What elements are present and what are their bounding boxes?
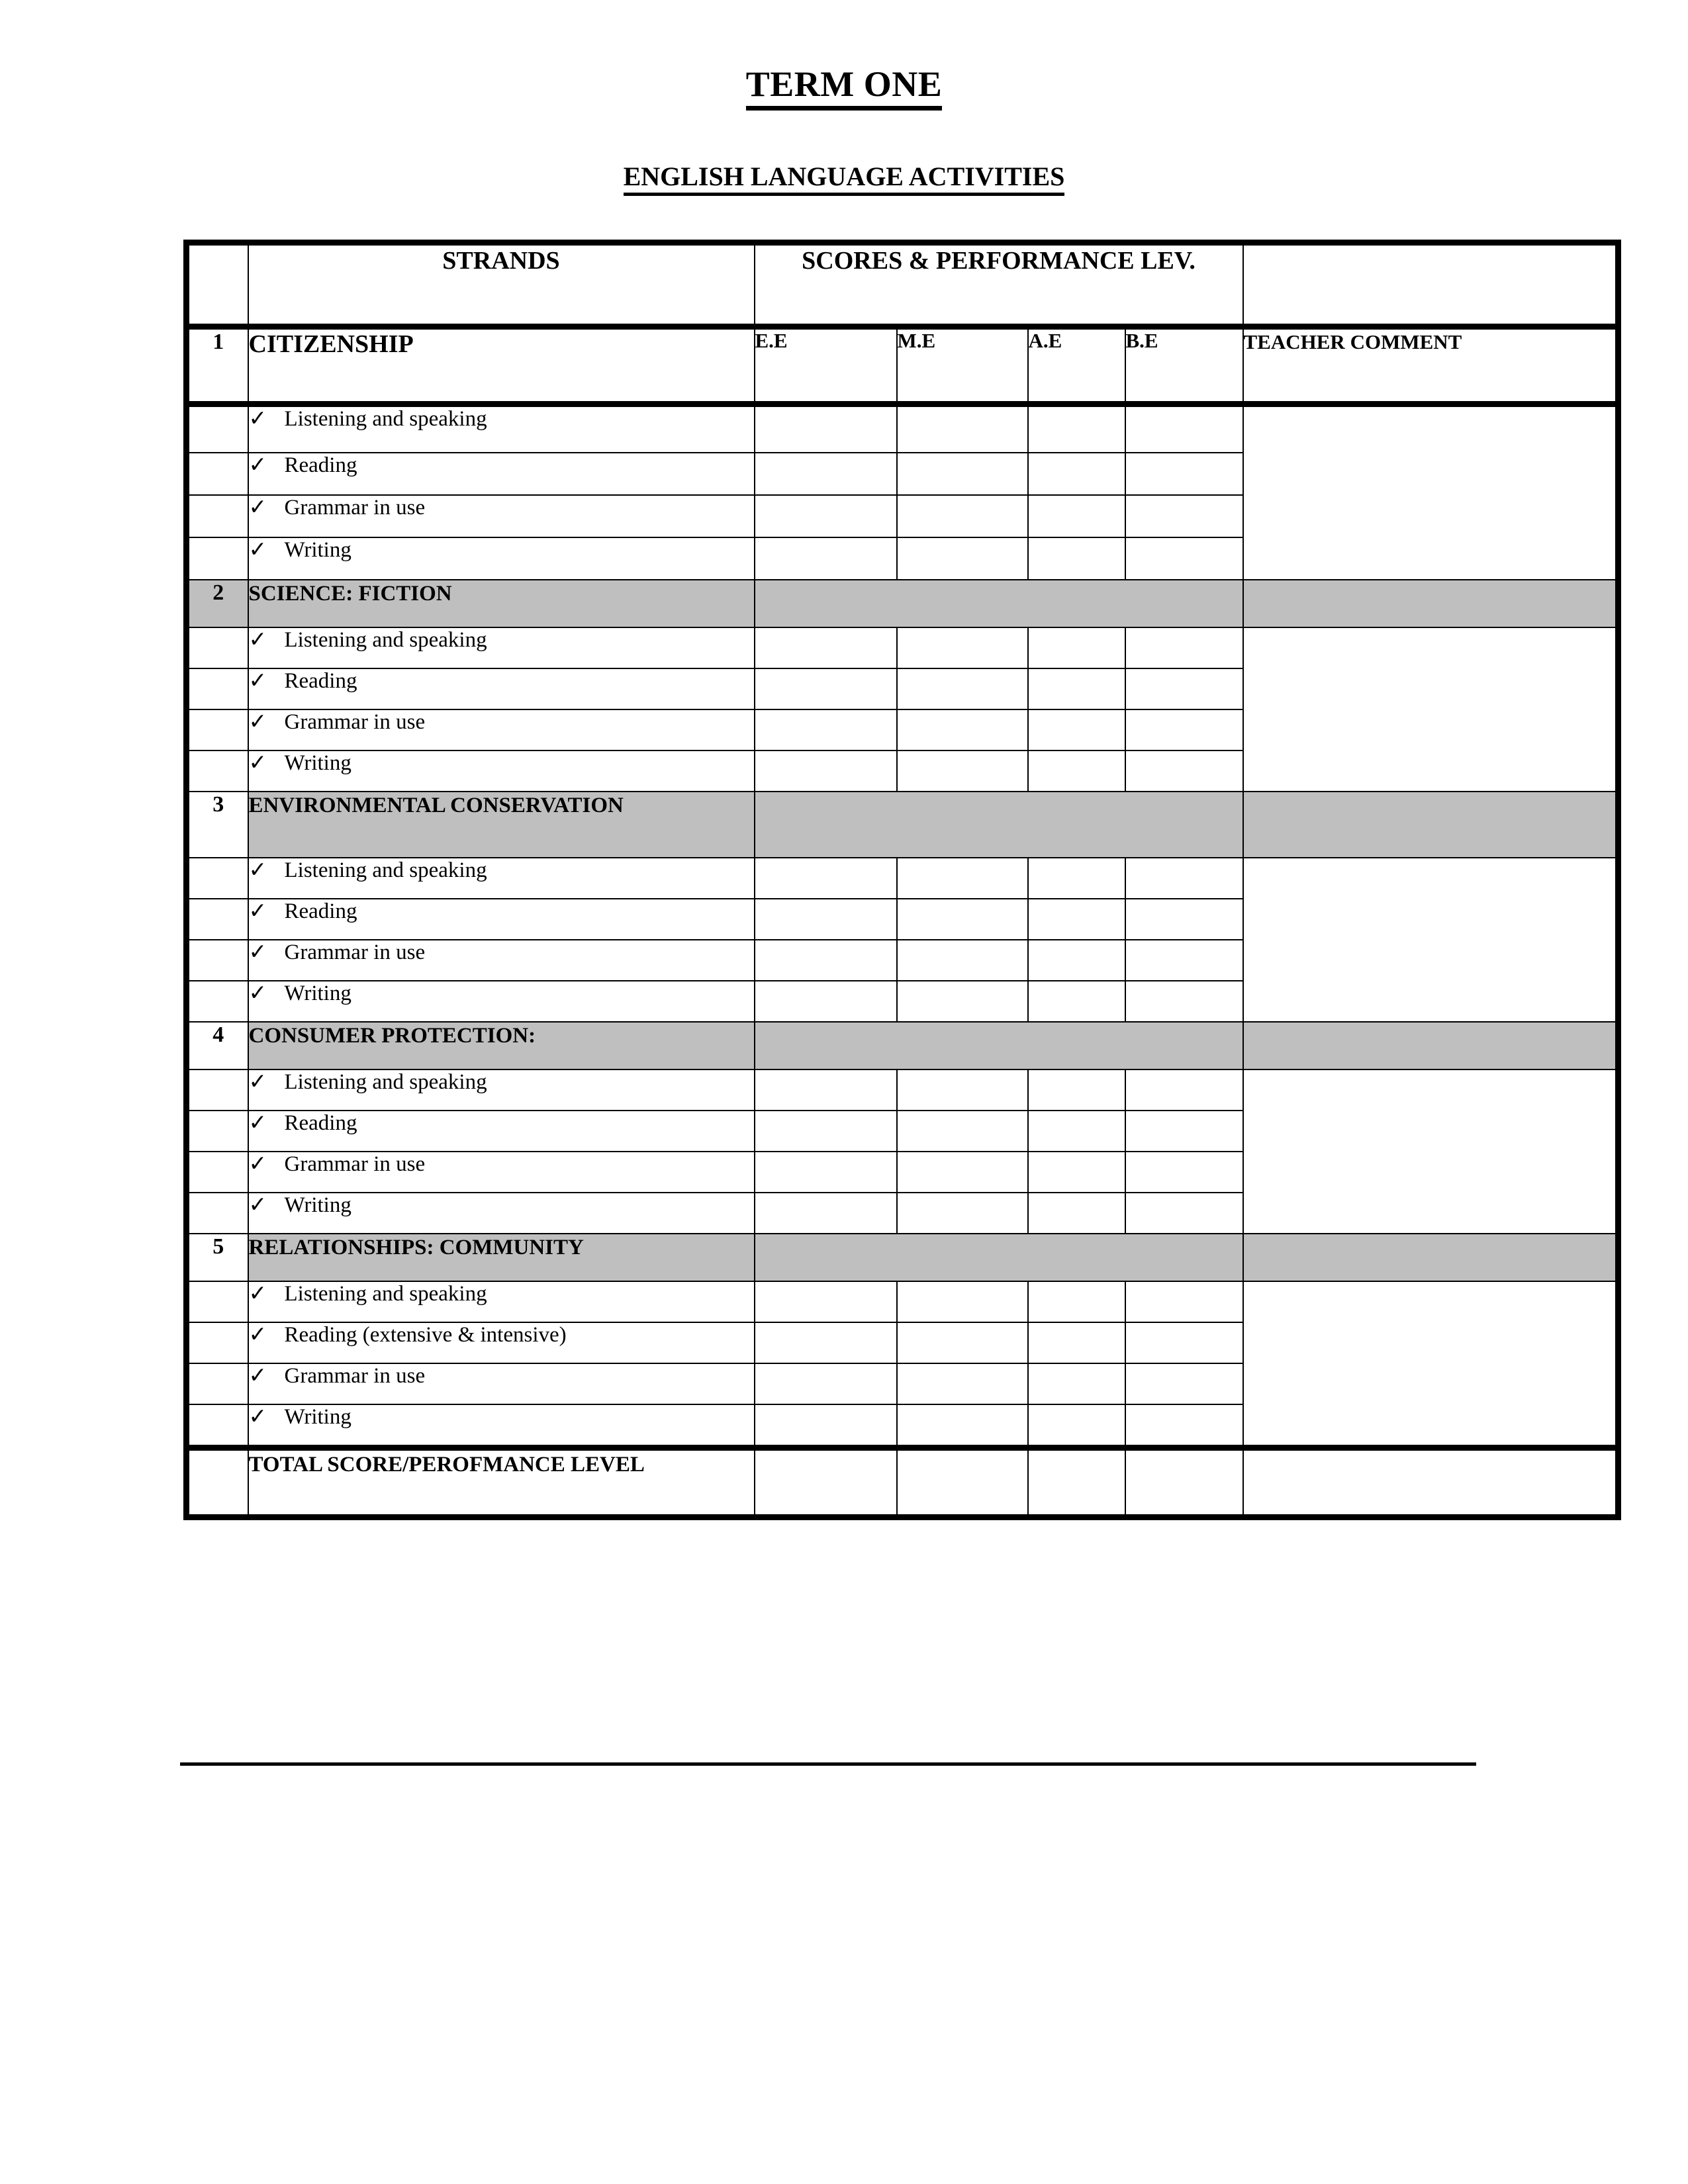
score-cell-me[interactable] xyxy=(897,1322,1028,1363)
table-header-row xyxy=(187,243,1618,327)
strand-number-2: 2 xyxy=(187,580,248,627)
table-subheader-row xyxy=(187,327,1618,404)
score-cell-me[interactable] xyxy=(897,627,1028,668)
score-cell-ae[interactable] xyxy=(1028,1193,1125,1234)
score-cell-me[interactable] xyxy=(897,453,1028,495)
score-cell-ae[interactable] xyxy=(1028,453,1125,495)
score-cell-ee[interactable] xyxy=(755,1363,897,1404)
check-icon: ✓ xyxy=(248,628,267,652)
score-cell-ee[interactable] xyxy=(755,981,897,1022)
substrand-row xyxy=(187,404,1618,453)
score-cell-ae[interactable] xyxy=(1028,751,1125,792)
strand-name-5: RELATIONSHIPS: COMMUNITY xyxy=(248,1234,755,1281)
substrand-label-text: Grammar in use xyxy=(284,1364,426,1388)
check-icon: ✓ xyxy=(248,1323,267,1347)
strand-header-row xyxy=(187,792,1618,858)
substrand-index-blank xyxy=(187,627,248,668)
score-cell-ae[interactable] xyxy=(1028,899,1125,940)
score-cell-me[interactable] xyxy=(897,1152,1028,1193)
substrand-row xyxy=(187,858,1618,899)
score-column-ae: A.E xyxy=(1028,327,1125,404)
substrand-label-text: Listening and speaking xyxy=(284,628,487,652)
score-cell-ae[interactable] xyxy=(1028,1363,1125,1404)
score-cell-ee[interactable] xyxy=(755,453,897,495)
score-cell-ae[interactable] xyxy=(1028,1152,1125,1193)
substrand-label xyxy=(248,1404,755,1448)
strand-header-comment-fill xyxy=(1243,1234,1618,1281)
score-cell-be[interactable] xyxy=(1125,1069,1243,1111)
teacher-comment-cell[interactable] xyxy=(1243,627,1618,792)
score-cell-ae[interactable] xyxy=(1028,668,1125,709)
substrand-label-text: Reading xyxy=(284,899,357,923)
teacher-comment-cell[interactable] xyxy=(1243,858,1618,1022)
score-cell-be[interactable] xyxy=(1125,668,1243,709)
score-cell-ae[interactable] xyxy=(1028,1404,1125,1448)
footer-divider xyxy=(180,1762,1476,1766)
substrand-label xyxy=(248,404,755,453)
check-icon: ✓ xyxy=(248,496,267,520)
strand-name-2: SCIENCE: FICTION xyxy=(248,580,755,627)
score-cell-me[interactable] xyxy=(897,751,1028,792)
check-icon: ✓ xyxy=(248,1070,267,1094)
score-cell-me[interactable] xyxy=(897,709,1028,751)
strand-header-row xyxy=(187,580,1618,627)
substrand-label-text: Writing xyxy=(284,751,352,775)
total-label: TOTAL SCORE/PEROFMANCE LEVEL xyxy=(248,1448,755,1518)
total-comment[interactable] xyxy=(1243,1448,1618,1518)
score-cell-me[interactable] xyxy=(897,981,1028,1022)
page-title-text: TERM ONE xyxy=(746,64,943,111)
substrand-label xyxy=(248,668,755,709)
score-cell-ae[interactable] xyxy=(1028,1111,1125,1152)
score-cell-be[interactable] xyxy=(1125,1404,1243,1448)
score-cell-ee[interactable] xyxy=(755,1281,897,1322)
total-row xyxy=(187,1448,1618,1518)
teacher-comment-cell[interactable] xyxy=(1243,404,1618,580)
score-cell-ee[interactable] xyxy=(755,627,897,668)
substrand-label xyxy=(248,1069,755,1111)
score-cell-me[interactable] xyxy=(897,404,1028,453)
score-cell-ee[interactable] xyxy=(755,1152,897,1193)
substrand-index-blank xyxy=(187,495,248,537)
substrand-label-text: Reading xyxy=(284,669,357,693)
substrand-index-blank xyxy=(187,537,248,580)
teacher-comment-label: TEACHER COMMENT xyxy=(1243,327,1618,404)
score-cell-ee[interactable] xyxy=(755,1111,897,1152)
score-column-be: B.E xyxy=(1125,327,1243,404)
substrand-row xyxy=(187,1281,1618,1322)
substrand-index-blank xyxy=(187,1069,248,1111)
substrand-label-text: Listening and speaking xyxy=(284,1282,487,1306)
substrand-label xyxy=(248,981,755,1022)
score-cell-ae[interactable] xyxy=(1028,1069,1125,1111)
score-cell-ae[interactable] xyxy=(1028,495,1125,537)
score-cell-ae[interactable] xyxy=(1028,627,1125,668)
score-cell-ee[interactable] xyxy=(755,858,897,899)
check-icon: ✓ xyxy=(248,1364,267,1388)
score-cell-be[interactable] xyxy=(1125,858,1243,899)
strand-header-comment-fill xyxy=(1243,580,1618,627)
substrand-label-text: Listening and speaking xyxy=(284,407,487,431)
score-cell-be[interactable] xyxy=(1125,709,1243,751)
score-column-ee: E.E xyxy=(755,327,897,404)
score-cell-ae[interactable] xyxy=(1028,1281,1125,1322)
total-index-blank xyxy=(187,1448,248,1518)
substrand-index-blank xyxy=(187,899,248,940)
substrand-index-blank xyxy=(187,1363,248,1404)
score-cell-me[interactable] xyxy=(897,1404,1028,1448)
score-cell-be[interactable] xyxy=(1125,404,1243,453)
score-cell-me[interactable] xyxy=(897,940,1028,981)
score-cell-ae[interactable] xyxy=(1028,537,1125,580)
total-score-ee[interactable] xyxy=(755,1448,897,1518)
score-cell-ee[interactable] xyxy=(755,751,897,792)
strand-header-comment-fill xyxy=(1243,1022,1618,1069)
score-cell-me[interactable] xyxy=(897,1363,1028,1404)
strand-name-3: ENVIRONMENTAL CONSERVATION xyxy=(248,792,755,858)
check-icon: ✓ xyxy=(248,669,267,693)
substrand-label xyxy=(248,627,755,668)
substrand-label xyxy=(248,1111,755,1152)
strand-name-4: CONSUMER PROTECTION: xyxy=(248,1022,755,1069)
substrand-label-text: Writing xyxy=(284,981,352,1005)
score-cell-be[interactable] xyxy=(1125,1152,1243,1193)
check-icon: ✓ xyxy=(248,1111,267,1135)
substrand-label-text: Reading xyxy=(284,1111,357,1135)
score-cell-be[interactable] xyxy=(1125,751,1243,792)
check-icon: ✓ xyxy=(248,899,267,923)
check-icon: ✓ xyxy=(248,407,267,431)
score-cell-ee[interactable] xyxy=(755,404,897,453)
score-column-me: M.E xyxy=(897,327,1028,404)
substrand-index-blank xyxy=(187,940,248,981)
assessment-table xyxy=(183,240,1621,1520)
score-cell-ae[interactable] xyxy=(1028,858,1125,899)
substrand-label-text: Writing xyxy=(284,1405,352,1429)
score-cell-ae[interactable] xyxy=(1028,1322,1125,1363)
substrand-label-text: Writing xyxy=(284,538,352,562)
teacher-comment-cell[interactable] xyxy=(1243,1281,1618,1448)
substrand-index-blank xyxy=(187,668,248,709)
check-icon: ✓ xyxy=(248,1152,267,1176)
score-cell-ee[interactable] xyxy=(755,1193,897,1234)
score-cell-me[interactable] xyxy=(897,858,1028,899)
substrand-row xyxy=(187,1069,1618,1111)
substrand-label-text: Grammar in use xyxy=(284,496,426,520)
substrand-label xyxy=(248,453,755,495)
total-score-me[interactable] xyxy=(897,1448,1028,1518)
score-cell-be[interactable] xyxy=(1125,1363,1243,1404)
check-icon: ✓ xyxy=(248,538,267,562)
strand-header-scores-fill xyxy=(755,1022,1243,1069)
score-cell-me[interactable] xyxy=(897,1193,1028,1234)
substrand-label-text: Grammar in use xyxy=(284,1152,426,1176)
substrand-label-text: Grammar in use xyxy=(284,710,426,734)
header-strands-label: STRANDS xyxy=(248,243,755,327)
substrand-label xyxy=(248,495,755,537)
substrand-index-blank xyxy=(187,1322,248,1363)
score-cell-me[interactable] xyxy=(897,668,1028,709)
score-cell-ee[interactable] xyxy=(755,537,897,580)
score-cell-me[interactable] xyxy=(897,899,1028,940)
strand-header-row xyxy=(187,1022,1618,1069)
score-cell-ee[interactable] xyxy=(755,899,897,940)
strand-number-4: 4 xyxy=(187,1022,248,1069)
substrand-index-blank xyxy=(187,858,248,899)
header-scores-label: SCORES & PERFORMANCE LEV. xyxy=(755,243,1243,327)
page-subtitle xyxy=(0,161,1688,192)
score-cell-be[interactable] xyxy=(1125,940,1243,981)
score-cell-be[interactable] xyxy=(1125,1322,1243,1363)
substrand-label xyxy=(248,899,755,940)
substrand-label xyxy=(248,940,755,981)
total-score-be[interactable] xyxy=(1125,1448,1243,1518)
substrand-label-text: Writing xyxy=(284,1193,352,1217)
strand-header-row xyxy=(187,1234,1618,1281)
teacher-comment-cell[interactable] xyxy=(1243,1069,1618,1234)
strand-number-1: 1 xyxy=(187,327,248,404)
score-cell-be[interactable] xyxy=(1125,453,1243,495)
score-cell-be[interactable] xyxy=(1125,1111,1243,1152)
substrand-label xyxy=(248,858,755,899)
page-title xyxy=(0,64,1688,105)
header-comment-blank xyxy=(1243,243,1618,327)
substrand-index-blank xyxy=(187,709,248,751)
check-icon: ✓ xyxy=(248,710,267,734)
substrand-label xyxy=(248,1322,755,1363)
substrand-label xyxy=(248,751,755,792)
header-index-blank xyxy=(187,243,248,327)
score-cell-ee[interactable] xyxy=(755,940,897,981)
substrand-index-blank xyxy=(187,453,248,495)
substrand-label xyxy=(248,1363,755,1404)
strand-name-1: CITIZENSHIP xyxy=(248,327,755,404)
score-cell-be[interactable] xyxy=(1125,1281,1243,1322)
strand-header-scores-fill xyxy=(755,792,1243,858)
score-cell-ee[interactable] xyxy=(755,709,897,751)
score-cell-be[interactable] xyxy=(1125,537,1243,580)
check-icon: ✓ xyxy=(248,940,267,964)
substrand-index-blank xyxy=(187,1281,248,1322)
substrand-index-blank xyxy=(187,1152,248,1193)
check-icon: ✓ xyxy=(248,858,267,882)
score-cell-me[interactable] xyxy=(897,537,1028,580)
score-cell-ee[interactable] xyxy=(755,495,897,537)
score-cell-ae[interactable] xyxy=(1028,709,1125,751)
check-icon: ✓ xyxy=(248,751,267,775)
score-cell-ee[interactable] xyxy=(755,668,897,709)
substrand-label-text: Grammar in use xyxy=(284,940,426,964)
substrand-index-blank xyxy=(187,981,248,1022)
substrand-index-blank xyxy=(187,1111,248,1152)
score-cell-me[interactable] xyxy=(897,1111,1028,1152)
score-cell-ee[interactable] xyxy=(755,1404,897,1448)
score-cell-be[interactable] xyxy=(1125,1193,1243,1234)
substrand-index-blank xyxy=(187,751,248,792)
score-cell-ae[interactable] xyxy=(1028,940,1125,981)
substrand-label xyxy=(248,537,755,580)
strand-header-comment-fill xyxy=(1243,792,1618,858)
total-score-ae[interactable] xyxy=(1028,1448,1125,1518)
substrand-label xyxy=(248,1281,755,1322)
check-icon: ✓ xyxy=(248,1193,267,1217)
check-icon: ✓ xyxy=(248,453,267,477)
score-cell-be[interactable] xyxy=(1125,899,1243,940)
strand-number-3: 3 xyxy=(187,792,248,858)
substrand-index-blank xyxy=(187,1193,248,1234)
page-subtitle-text: ENGLISH LANGUAGE ACTIVITIES xyxy=(624,161,1065,196)
score-cell-ee[interactable] xyxy=(755,1322,897,1363)
substrand-label-text: Reading (extensive & intensive) xyxy=(284,1323,567,1347)
substrand-label xyxy=(248,1193,755,1234)
substrand-label xyxy=(248,709,755,751)
score-cell-be[interactable] xyxy=(1125,627,1243,668)
check-icon: ✓ xyxy=(248,981,267,1005)
score-cell-ae[interactable] xyxy=(1028,981,1125,1022)
strand-number-5: 5 xyxy=(187,1234,248,1281)
check-icon: ✓ xyxy=(248,1405,267,1429)
score-cell-me[interactable] xyxy=(897,1069,1028,1111)
strand-header-scores-fill xyxy=(755,580,1243,627)
score-cell-me[interactable] xyxy=(897,495,1028,537)
score-cell-ee[interactable] xyxy=(755,1069,897,1111)
score-cell-ae[interactable] xyxy=(1028,404,1125,453)
substrand-index-blank xyxy=(187,1404,248,1448)
substrand-label-text: Listening and speaking xyxy=(284,858,487,882)
substrand-label-text: Listening and speaking xyxy=(284,1070,487,1094)
strand-header-scores-fill xyxy=(755,1234,1243,1281)
score-cell-be[interactable] xyxy=(1125,495,1243,537)
substrand-row xyxy=(187,627,1618,668)
score-cell-me[interactable] xyxy=(897,1281,1028,1322)
substrand-label-text: Reading xyxy=(284,453,357,477)
substrand-index-blank xyxy=(187,404,248,453)
check-icon: ✓ xyxy=(248,1282,267,1306)
substrand-label xyxy=(248,1152,755,1193)
score-cell-be[interactable] xyxy=(1125,981,1243,1022)
